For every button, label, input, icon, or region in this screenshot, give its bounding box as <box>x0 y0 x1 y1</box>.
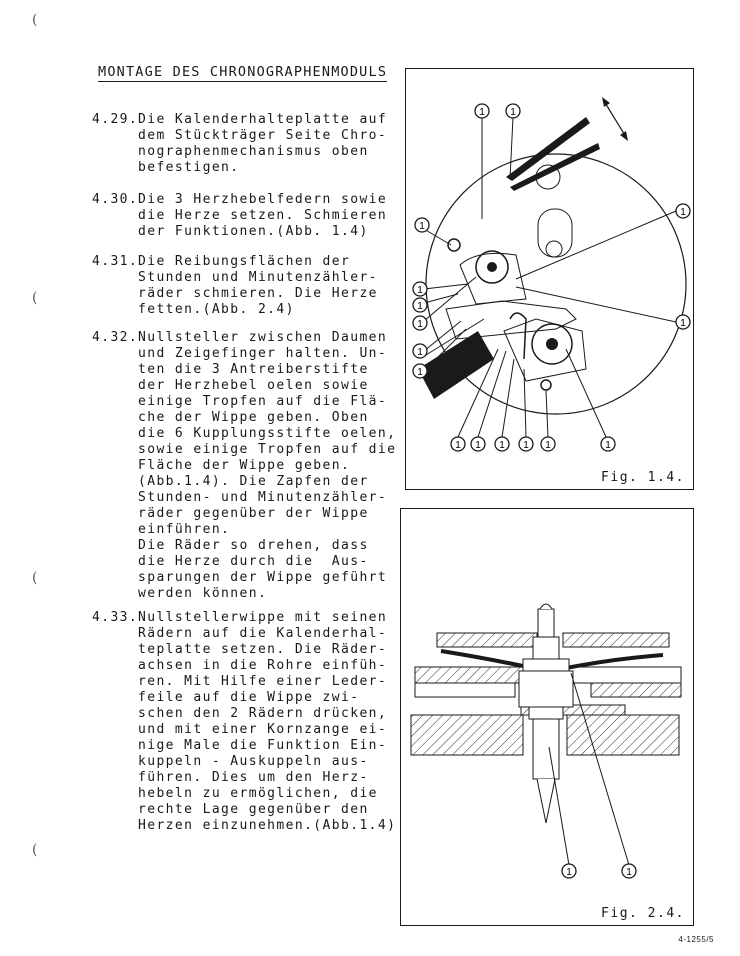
step-number: 4.29. <box>92 112 139 127</box>
step-line: einige Tropfen auf die Flä- <box>138 394 388 409</box>
step-text: Nullstellerwippe mit seinen <box>138 610 388 625</box>
step-line <box>92 254 382 270</box>
step-line: Herzen einzunehmen.(Abb.1.4) <box>138 818 397 833</box>
step-line: achsen in die Rohre einfüh- <box>138 658 388 673</box>
svg-text:1: 1 <box>419 221 425 232</box>
step-line: Fläche der Wippe geben. <box>138 458 351 473</box>
svg-text:1: 1 <box>680 318 686 329</box>
step-line: ren. Mit Hilfe einer Leder- <box>138 674 388 689</box>
step-line: werden können. <box>138 586 268 601</box>
svg-text:1: 1 <box>417 347 423 358</box>
step-line: schen den 2 Rädern drücken, <box>138 706 388 721</box>
step-line: (Abb.1.4). Die Zapfen der <box>138 474 369 489</box>
step-line: Stunden- und Minutenzähler- <box>138 490 388 505</box>
step-line: sparungen der Wippe geführt <box>138 570 388 585</box>
step-line: räder schmieren. Die Herze <box>138 286 378 301</box>
step-text: Die Kalenderhalteplatte auf <box>138 112 388 127</box>
svg-text:1: 1 <box>455 440 461 451</box>
step-line: die 6 Kupplungsstifte oelen, <box>138 426 397 441</box>
svg-text:1: 1 <box>680 207 686 218</box>
step-line: und mit einer Kornzange ei- <box>138 722 388 737</box>
step-line: hebeln zu ermöglichen, die <box>138 786 378 801</box>
step-line <box>92 192 388 208</box>
callout-1 <box>676 315 690 329</box>
callout-1 <box>413 344 427 358</box>
step-line: der Herzhebel oelen sowie <box>138 378 369 393</box>
callout-1 <box>413 364 427 378</box>
svg-text:1: 1 <box>417 285 423 296</box>
callout-1 <box>415 218 429 232</box>
step-number: 4.31. <box>92 254 139 269</box>
step-line: die Herze durch die Aus- <box>138 554 369 569</box>
margin-mark: ( <box>32 12 38 28</box>
step-line: nographenmechanismus oben <box>138 144 369 159</box>
step-4-30 <box>92 192 388 240</box>
figure-1-4 <box>405 68 694 490</box>
svg-text:1: 1 <box>417 319 423 330</box>
figure-caption: Fig. 2.4. <box>601 906 685 921</box>
step-line: rechte Lage gegenüber den <box>138 802 369 817</box>
step-number: 4.30. <box>92 192 139 207</box>
step-line: räder gegenüber der Wippe <box>138 506 369 521</box>
cross-section-diagram <box>401 509 693 901</box>
margin-mark: ( <box>32 570 38 586</box>
step-line: und Zeigefinger halten. Un- <box>138 346 388 361</box>
step-line: che der Wippe geben. Oben <box>138 410 369 425</box>
step-line: einführen. <box>138 522 231 537</box>
step-line <box>92 330 388 346</box>
step-line <box>92 610 388 626</box>
step-line: befestigen. <box>138 160 240 175</box>
callout-1 <box>601 437 615 451</box>
svg-text:1: 1 <box>475 440 481 451</box>
step-4-31 <box>92 254 382 318</box>
step-text: Nullsteller zwischen Daumen <box>138 330 388 345</box>
step-line: Rädern auf die Kalenderhal- <box>138 626 388 641</box>
callout-1 <box>622 864 636 878</box>
svg-text:1: 1 <box>545 440 551 451</box>
figure-2-4 <box>400 508 694 926</box>
svg-text:1: 1 <box>566 867 572 878</box>
figure-caption: Fig. 1.4. <box>601 470 685 485</box>
svg-text:1: 1 <box>417 301 423 312</box>
step-line: die Herze setzen. Schmieren <box>138 208 388 223</box>
step-line: teplatte setzen. Die Räder- <box>138 642 388 657</box>
step-line: sowie einige Tropfen auf die <box>138 442 397 457</box>
step-number: 4.33. <box>92 610 139 625</box>
step-line: der Funktionen.(Abb. 1.4) <box>138 224 369 239</box>
step-4-33 <box>92 610 397 834</box>
step-line: Stunden und Minutenzähler- <box>138 270 378 285</box>
step-4-29 <box>92 112 388 176</box>
step-4-32 <box>92 330 397 602</box>
margin-mark: ( <box>32 290 38 306</box>
callout-1 <box>413 282 427 296</box>
watch-movement-diagram <box>406 69 693 464</box>
svg-text:1: 1 <box>479 107 485 118</box>
svg-text:1: 1 <box>523 440 529 451</box>
svg-text:1: 1 <box>417 367 423 378</box>
step-line: kuppeln - Auskuppeln aus- <box>138 754 369 769</box>
svg-text:1: 1 <box>626 867 632 878</box>
callout-1 <box>413 316 427 330</box>
callout-1 <box>475 104 489 118</box>
callout-1 <box>562 864 576 878</box>
step-line: ten die 3 Antreiberstifte <box>138 362 369 377</box>
step-line: führen. Dies um den Herz- <box>138 770 369 785</box>
svg-text:1: 1 <box>605 440 611 451</box>
step-line: feile auf die Wippe zwi- <box>138 690 360 705</box>
callout-1 <box>519 437 533 451</box>
callout-1 <box>676 204 690 218</box>
margin-mark: ( <box>32 842 38 858</box>
step-number: 4.32. <box>92 330 139 345</box>
svg-text:1: 1 <box>510 107 516 118</box>
svg-text:1: 1 <box>499 440 505 451</box>
page-title: MONTAGE DES CHRONOGRAPHENMODULS <box>98 64 388 80</box>
step-line: Die Räder so drehen, dass <box>138 538 369 553</box>
document-reference: 4-1255/5 <box>678 935 714 944</box>
step-line: dem Stückträger Seite Chro- <box>138 128 388 143</box>
step-line <box>92 112 388 128</box>
callout-1 <box>471 437 485 451</box>
callout-1 <box>413 298 427 312</box>
callout-1 <box>506 104 520 118</box>
step-line: fetten.(Abb. 2.4) <box>138 302 295 317</box>
callout-1 <box>451 437 465 451</box>
callout-1 <box>495 437 509 451</box>
callout-1 <box>541 437 555 451</box>
step-text: Die Reibungsflächen der <box>138 254 351 269</box>
step-line: nige Male die Funktion Ein- <box>138 738 388 753</box>
step-text: Die 3 Herzhebelfedern sowie <box>138 192 388 207</box>
